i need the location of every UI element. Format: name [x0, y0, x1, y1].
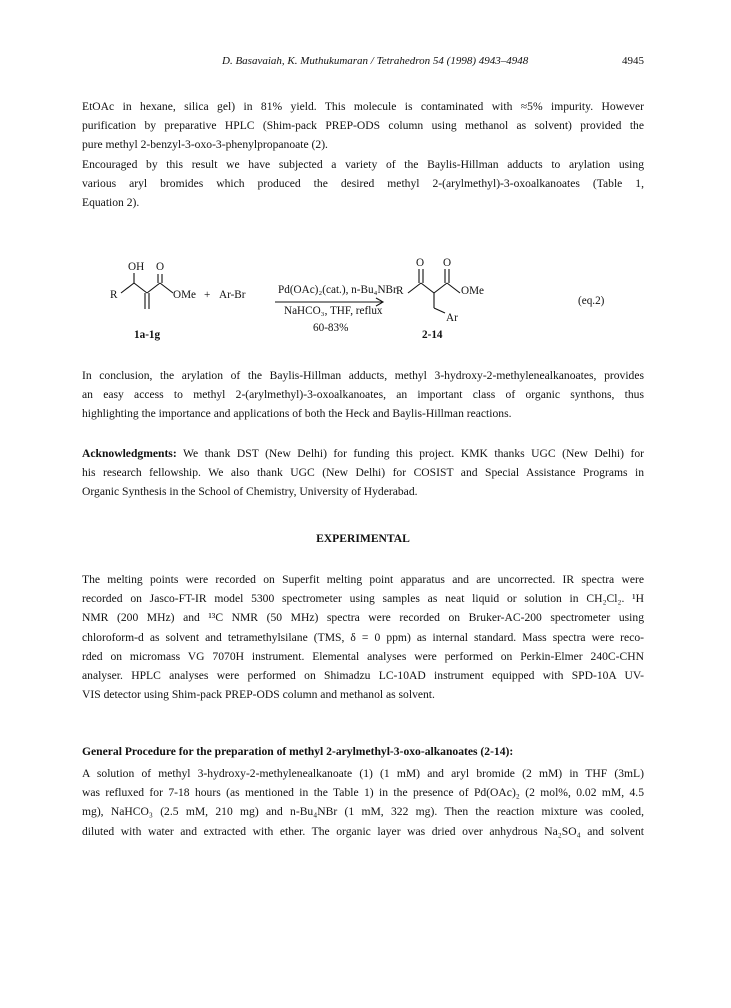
text-line: chloroform-d as solvent and tetramethylsilane (TMS, δ = 0 ppm) as internal standard. Mass spectra were reco-: [82, 630, 644, 644]
text-line: analyser. HPLC analyses were performed on Shimadzu LC-10AD instrument equipped with SPD-10A UV-: [82, 668, 644, 682]
text-line: mg), NaHCO₃ (2.5 mM, 210 mg) and n-Bu₄NBr (1 mM, 322 mg). Then the reaction mixture was cooled,: [82, 805, 644, 819]
aryl-bromide-reagent: Ar-Br: [219, 289, 246, 301]
product-ketone-o-label: O: [416, 257, 425, 269]
general-procedure-heading: General Procedure for the preparation of methyl 2-arylmethyl-3-oxo-alkanoates (2-14):: [82, 745, 514, 758]
paragraph-results: [82, 97, 644, 212]
acknowledgments-label: Acknowledgments:: [82, 447, 177, 460]
reactant-compound-label: 1a-1g: [134, 329, 161, 341]
running-header: [82, 55, 644, 71]
text-line: diluted with water and extracted with ether. The organic layer was dried over anhydrous Na₂SO₄ and solvent: [82, 824, 644, 838]
reactant-carbonyl-o-label: O: [156, 261, 165, 273]
text-line: his research fellowship. We also thank UGC (New Delhi) for COSIST and Special Assistance Programs in: [82, 466, 644, 480]
text-line: recorded on Jasco-FT-IR model 5300 spectrometer using samples as neat liquid or solution in CH₂Cl₂. ¹H: [82, 592, 644, 606]
text-line: pure methyl 2-benzyl-3-oxo-3-phenylpropanoate (2).: [82, 138, 328, 152]
text-line: In conclusion, the arylation of the Baylis-Hillman adducts, methyl 3-hydroxy-2-methylenealkanoates, provides: [82, 369, 644, 382]
text-line: EtOAc in hexane, silica gel) in 81% yield. This molecule is contaminated with ≈5% impurity. However: [82, 100, 644, 113]
text-line: highlighting the importance and applications of both the Heck and Baylis-Hillman reactions.: [82, 407, 512, 421]
text-line: an easy access to methyl 2-(arylmethyl)-3-oxoalkanoates, an important class of organic synthons, thus: [82, 388, 644, 402]
equation-number: (eq.2): [578, 295, 605, 307]
product-ome-label: OMe: [461, 285, 484, 297]
conditions-catalyst: Pd(OAc)₂(cat.), n-Bu₄NBr: [278, 284, 397, 296]
text-line: purification by preparative HPLC (Shim-pack PREP-ODS column using methanol as solvent) provided the: [82, 119, 644, 133]
text-line: was refluxed for 7-18 hours (as mentioned in the Table 1) in the presence of Pd(OAc)₂ (2 mol%, 0.02 mM, 4.5: [82, 786, 644, 800]
page-number: 4945: [622, 55, 644, 67]
plus-sign: +: [204, 289, 211, 301]
product-aryl-label: Ar: [446, 312, 458, 324]
text-line: NMR (200 MHz) and ¹³C NMR (50 MHz) spectra were recorded on Bruker-AC-200 spectrometer using: [82, 611, 644, 625]
paragraph-conclusion: [82, 366, 644, 424]
acknowledgments: [82, 444, 644, 502]
text-line: rded on micromass VG 7070H instrument. Elemental analyses were performed on Perkin-Elmer 240C-CHN: [82, 649, 644, 663]
reactant-oh-label: OH: [128, 261, 145, 273]
paragraph-general-procedure: [82, 764, 644, 841]
product-compound-label: 2-14: [422, 329, 443, 341]
text-line: The melting points were recorded on Superfit melting point apparatus and are uncorrected. IR spectra were: [82, 573, 644, 586]
product-r-group: R: [396, 285, 404, 297]
text-line: various aryl bromides which produced the desired methyl 2-(arylmethyl)-3-oxoalkanoates (Table 1,: [82, 176, 644, 190]
text-line: A solution of methyl 3-hydroxy-2-methylenealkanoate (1) (1 mM) and aryl bromide (2 mM) in THF (3mL): [82, 767, 644, 780]
text-line: VIS detector using Shim-pack PREP-ODS column and methanol as solvent.: [82, 688, 435, 702]
product-ester-o-label: O: [443, 257, 452, 269]
reactant-r-group: R: [110, 289, 118, 301]
text-line: Equation 2).: [82, 195, 140, 209]
text-line: Encouraged by this result we have subjected a variety of the Baylis-Hillman adducts to arylation using: [82, 157, 644, 171]
paragraph-experimental: [82, 570, 644, 704]
text-line: Organic Synthesis in the School of Chemistry, University of Hyderabad.: [82, 485, 418, 499]
reactant-ome-label: OMe: [173, 289, 196, 301]
running-head-text: D. Basavaiah, K. Muthukumaran / Tetrahedron 54 (1998) 4943–4948: [222, 55, 529, 67]
experimental-heading: EXPERIMENTAL: [316, 532, 410, 545]
reaction-scheme: [100, 255, 644, 355]
conditions-base-solvent: NaHCO₃, THF, reflux: [284, 305, 383, 317]
acknowledgments-text: We thank DST (New Delhi) for funding this project. KMK thanks UGC (New Delhi) for: [176, 447, 644, 460]
yield-range: 60-83%: [313, 322, 349, 334]
text-line: [82, 444, 644, 463]
